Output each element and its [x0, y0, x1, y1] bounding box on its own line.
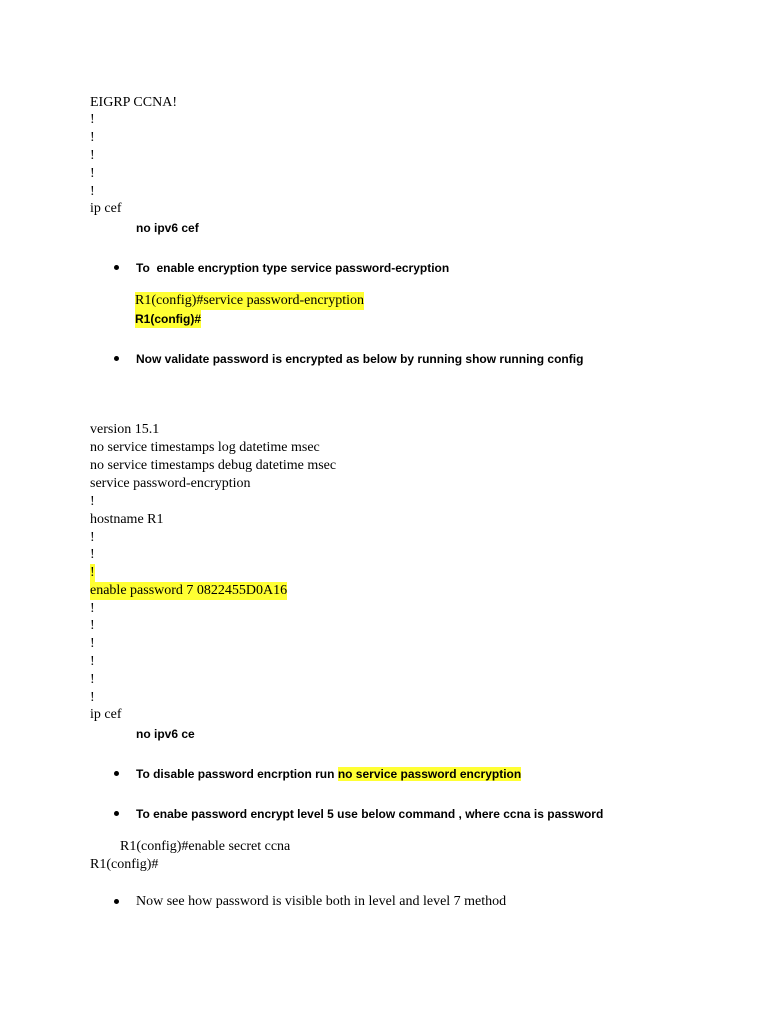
bang-line: ! — [90, 565, 95, 580]
bullet-validate-password: Now validate password is encrypted as below by running show running config — [136, 352, 584, 366]
ip-cef-line: ip cef — [90, 201, 122, 216]
bang-line: ! — [90, 547, 95, 562]
config-no-ipv6-ce: no ipv6 ce — [136, 727, 195, 741]
config-prompt: R1(config)# — [135, 312, 201, 326]
bang-line: ! — [90, 112, 95, 127]
config-enable-password: enable password 7 0822455D0A16 — [90, 583, 288, 598]
bang-line: ! — [90, 690, 95, 705]
bullet-enable-secret: To enabe password encrypt level 5 use below command , where ccna is password — [136, 807, 604, 821]
bullet-icon — [114, 356, 119, 361]
enable-secret-command: R1(config)#enable secret ccna — [120, 839, 291, 854]
bullet-icon — [114, 771, 119, 776]
bang-line: ! — [90, 166, 95, 181]
bullet-disable-text: To disable password encrption run — [136, 767, 338, 781]
config-ip-cef: ip cef — [90, 707, 122, 722]
bullet-icon — [114, 265, 119, 270]
bullet-enable-encryption: To enable encryption type service password-ecryption — [136, 261, 450, 275]
bang-line: ! — [90, 672, 95, 687]
service-password-encryption-command: R1(config)#service password-encryption — [135, 293, 364, 308]
doc-title: EIGRP CCNA! — [90, 95, 177, 110]
bullet-icon — [114, 899, 119, 904]
config-version: version 15.1 — [90, 422, 160, 437]
config-hostname: hostname R1 — [90, 512, 164, 527]
no-service-password-encryption-command: no service password encryption — [337, 767, 522, 781]
bang-line: ! — [90, 148, 95, 163]
config-prompt: R1(config)# — [90, 857, 159, 872]
config-timestamps-debug: no service timestamps debug datetime msec — [90, 458, 337, 473]
config-service-password-encryption: service password-encryption — [90, 476, 251, 491]
bullet-password-visibility: Now see how password is visible both in level and level 7 method — [136, 894, 507, 909]
bullet-icon — [114, 811, 119, 816]
bang-line: ! — [90, 618, 95, 633]
bang-line: ! — [90, 184, 95, 199]
bullet-disable-encryption — [136, 765, 521, 783]
bang-line: ! — [90, 636, 95, 651]
bang-line: ! — [90, 494, 95, 509]
bang-line: ! — [90, 530, 95, 545]
no-ipv6-cef-line: no ipv6 cef — [136, 221, 199, 235]
bang-line: ! — [90, 654, 95, 669]
config-timestamps-log: no service timestamps log datetime msec — [90, 440, 320, 455]
bang-line: ! — [90, 130, 95, 145]
bang-line: ! — [90, 601, 95, 616]
